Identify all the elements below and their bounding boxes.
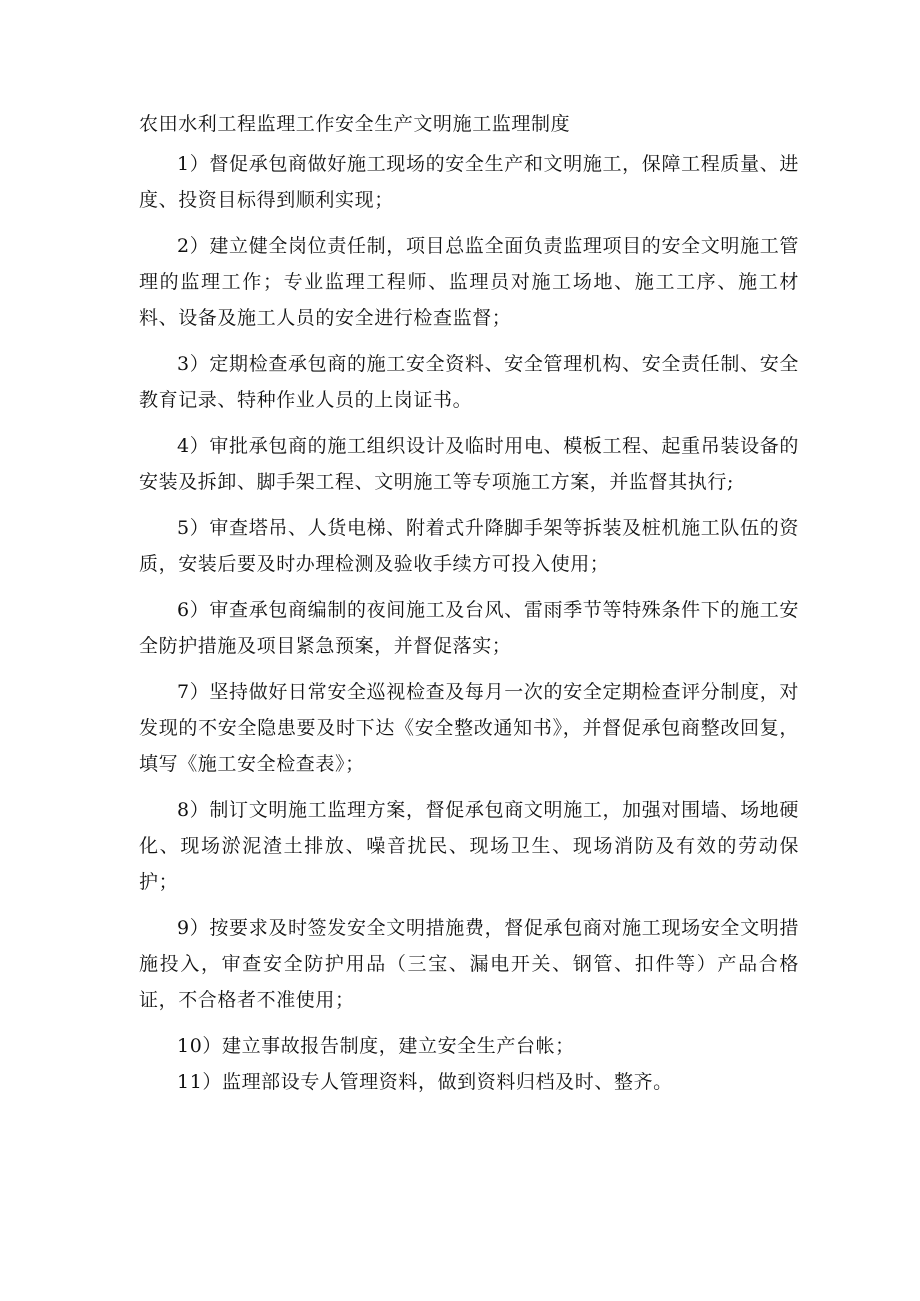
regulation-item-11: 11）监理部设专人管理资料，做到资料归档及时、整齐。 bbox=[177, 1071, 673, 1093]
regulation-item-9: 9）按要求及时签发安全文明措施费，督促承包商对施工现场安全文明措施投入，审查安全防护用品（三宝、漏电开关、钢管、扣件等）产品合格证，不合格者不准使用； bbox=[139, 917, 799, 1011]
regulation-item-2: 2）建立健全岗位责任制，项目总监全面负责监理项目的安全文明施工管理的监理工作；专业监理工程师、监理员对施工场地、施工工序、施工材料、设备及施工人员的安全进行检查监督； bbox=[139, 235, 799, 329]
regulation-item-3: 3）定期检查承包商的施工安全资料、安全管理机构、安全责任制、安全教育记录、特种作业人员的上岗证书。 bbox=[139, 353, 799, 411]
regulation-item-4: 4）审批承包商的施工组织设计及临时用电、模板工程、起重吊装设备的安装及拆卸、脚手架工程、文明施工等专项施工方案，并监督其执行; bbox=[139, 435, 799, 493]
regulation-item-6: 6）审查承包商编制的夜间施工及台风、雷雨季节等特殊条件下的施工安全防护措施及项目紧急预案，并督促落实； bbox=[139, 599, 799, 657]
regulation-item-1: 1）督促承包商做好施工现场的安全生产和文明施工，保障工程质量、进度、投资目标得到顺利实现； bbox=[139, 153, 799, 211]
regulation-item-5: 5）审查塔吊、人货电梯、附着式升降脚手架等拆装及桩机施工队伍的资质，安装后要及时办理检测及验收手续方可投入使用； bbox=[139, 517, 799, 575]
regulation-item-7: 7）坚持做好日常安全巡视检查及每月一次的安全定期检查评分制度，对发现的不安全隐患要及时下达《安全整改通知书》，并督促承包商整改回复，填写《施工安全检查表》； bbox=[139, 681, 799, 775]
regulation-list bbox=[139, 146, 799, 1100]
regulation-item-10: 10）建立事故报告制度，建立安全生产台帐； bbox=[177, 1035, 575, 1057]
document-title: 农田水利工程监理工作安全生产文明施工监理制度 bbox=[139, 113, 571, 135]
regulation-item-8: 8）制订文明施工监理方案，督促承包商文明施工，加强对围墙、场地硬化、现场淤泥渣土排放、噪音扰民、现场卫生、现场消防及有效的劳动保护； bbox=[139, 799, 799, 893]
